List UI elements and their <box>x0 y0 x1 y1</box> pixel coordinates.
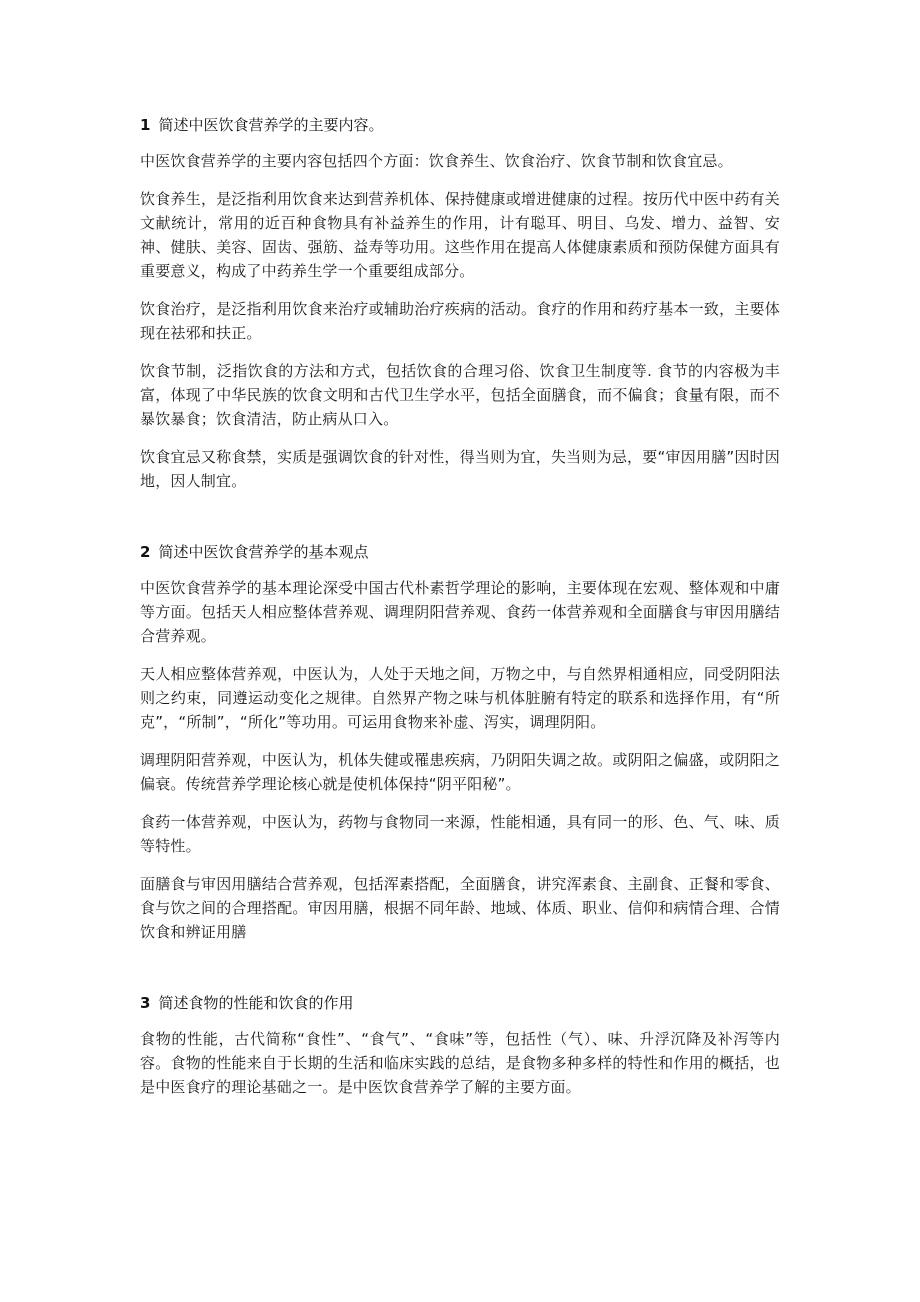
paragraph: 调理阴阳营养观，中医认为，机体失健或罹患疾病，乃阴阳失调之故。或阴阳之偏盛，或阴阳之偏衰。传统营养学理论核心就是使机体保持“阴平阳秘”。 <box>140 751 780 793</box>
paragraph: 饮食治疗，是泛指利用饮食来治疗或辅助治疗疾病的活动。食疗的作用和药疗基本一致，主要体现在祛邪和扶正。 <box>140 300 780 342</box>
paragraph: 中医饮食营养学的基本理论深受中国古代朴素哲学理论的影响，主要体现在宏观、整体观和中庸等方面。包括天人相应整体营养观、调理阴阳营养观、食药一体营养观和全面膳食与审因用膳结合营养观。 <box>140 579 780 645</box>
section-number: 3 <box>140 994 151 1012</box>
paragraph: 面膳食与审因用膳结合营养观，包括浑素搭配，全面膳食，讲究浑素食、主副食、正餐和零食、食与饮之间的合理搭配。审因用膳，根据不同年龄、地域、体质、职业、信仰和病情合理、合情饮食和辨证用膳 <box>140 875 780 941</box>
paragraph: 食药一体营养观，中医认为，药物与食物同一来源，性能相通，具有同一的形、色、气、味、质等特性。 <box>140 813 780 855</box>
paragraph: 饮食宜忌又称食禁，实质是强调饮食的针对性，得当则为宜，失当则为忌，要“审因用膳”因时因地，因人制宜。 <box>140 448 780 490</box>
section-title: 简述中医饮食营养学的主要内容。 <box>158 116 384 134</box>
document-page <box>140 113 780 1113</box>
section-number: 2 <box>140 543 151 561</box>
section-heading <box>140 991 780 1015</box>
paragraph: 饮食养生，是泛指利用饮食来达到营养机体、保持健康或增进健康的过程。按历代中医中药有关文献统计，常用的近百种食物具有补益养生的作用，计有聪耳、明目、乌发、增力、益智、安神、健肤、美容、固齿、强筋、益寿等功用。这些作用在提高人体健康素质和预防保健方面具有重要意义，构成了中药养生学一个重要组成部分。 <box>140 190 780 280</box>
paragraph: 饮食节制，泛指饮食的方法和方式，包括饮食的合理习俗、饮食卫生制度等. 食节的内容极为丰富，体现了中华民族的饮食文明和古代卫生学水平，包括全面膳食，而不偏食；食量有限，而不暴饮暴食；饮食清洁，防止病从口入。 <box>140 362 780 428</box>
section-title: 简述食物的性能和饮食的作用 <box>158 994 354 1012</box>
section-title: 简述中医饮食营养学的基本观点 <box>158 543 369 561</box>
section-1 <box>140 113 780 493</box>
section-number: 1 <box>140 116 151 134</box>
section-heading <box>140 113 780 137</box>
section-3 <box>140 991 780 1099</box>
section-2 <box>140 540 780 944</box>
paragraph: 天人相应整体营养观，中医认为，人处于天地之间，万物之中，与自然界相通相应，同受阴阳法则之约束，同遵运动变化之规律。自然界产物之味与机体脏腑有特定的联系和选择作用，有“所克”，“所制”，“所化”等功用。可运用食物来补虚、泻实，调理阴阳。 <box>140 665 780 731</box>
paragraph: 食物的性能，古代简称“食性”、“食气”、“食味”等，包括性（气）、味、升浮沉降及补泻等内容。食物的性能来自于长期的生活和临床实践的总结，是食物多种多样的特性和作用的概括，也是中医食疗的理论基础之一。是中医饮食营养学了解的主要方面。 <box>140 1030 780 1096</box>
paragraph: 中医饮食营养学的主要内容包括四个方面：饮食养生、饮食治疗、饮食节制和饮食宜忌。 <box>140 152 733 170</box>
section-heading <box>140 540 780 564</box>
